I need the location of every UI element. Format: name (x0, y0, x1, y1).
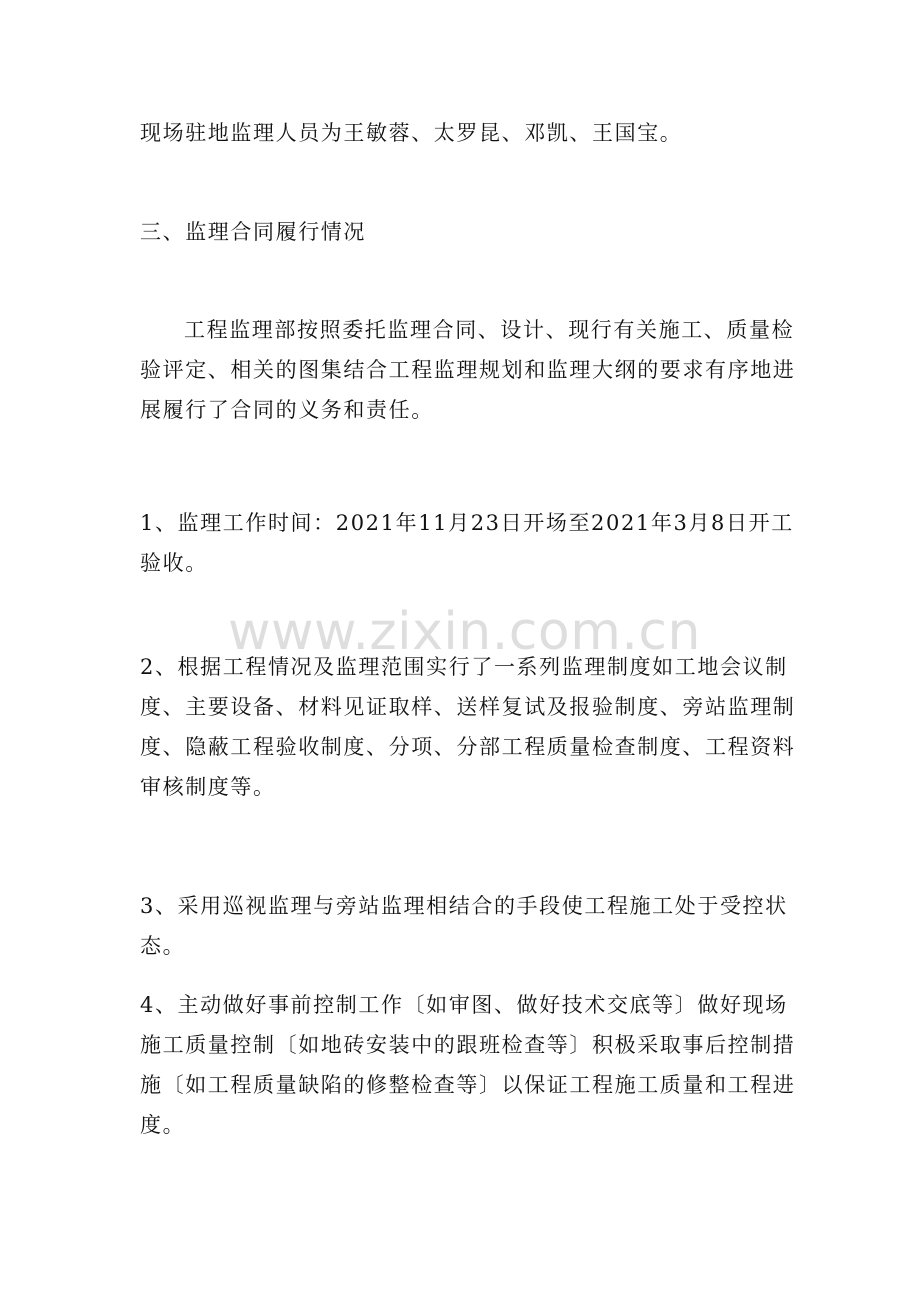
watermark-text: www.zixin.com.cn (228, 602, 701, 662)
section-heading-contract-performance: 三、监理合同履行情况 (140, 220, 366, 244)
list-item-inspection-methods: 3、采用巡视监理与旁站监理相结合的手段使工程施工处于受控状态。 (140, 894, 788, 958)
list-item-work-period: 1、监理工作时间：2021年11月23日开场至2021年3月8日开工验收。 (140, 511, 794, 575)
paragraph-contract-obligations: 工程监理部按照委托监理合同、设计、现行有关施工、质量检验评定、相关的图集结合工程监理规划和监理大纲的要求有序地进展履行了合同的义务和责任。 (140, 318, 796, 422)
paragraph-onsite-staff: 现场驻地监理人员为王敏蓉、太罗昆、邓凯、王国宝。 (140, 121, 683, 145)
list-item-supervision-systems: 2、根据工程情况及监理范围实行了一系列监理制度如工地会议制度、主要设备、材料见证取样、送样复试及报验制度、旁站监理制度、隐蔽工程验收制度、分项、分部工程质量检查制度、工程资料审核制度等。 (140, 655, 796, 799)
list-item-quality-control: 4、主动做好事前控制工作〔如审图、做好技术交底等〕做好现场施工质量控制〔如地砖安装中的跟班检查等〕积极采取事后控制措施〔如工程质量缺陷的修整检查等〕以保证工程施工质量和工程进度。 (140, 993, 796, 1137)
